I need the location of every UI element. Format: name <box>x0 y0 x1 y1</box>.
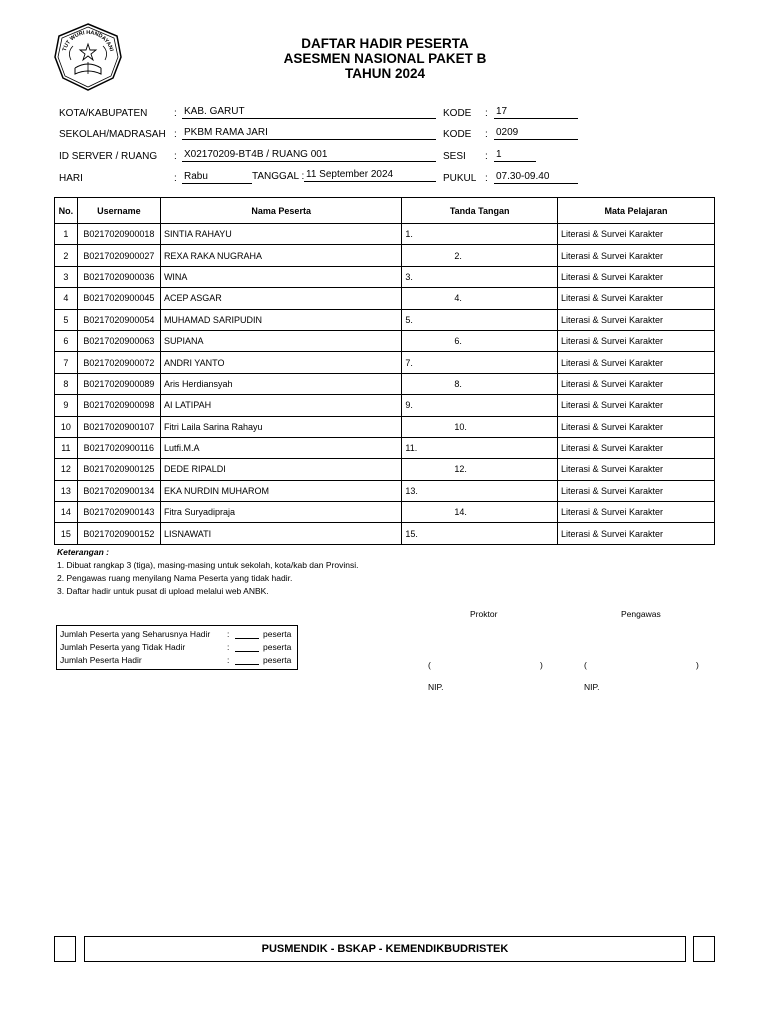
proktor-nip: NIP. <box>428 682 444 692</box>
row-no: 1 <box>55 224 78 245</box>
row-mata-pelajaran: Literasi & Survei Karakter <box>557 288 714 309</box>
row-mata-pelajaran: Literasi & Survei Karakter <box>557 245 714 266</box>
table-row <box>55 480 715 501</box>
row-tanda-tangan: 10. <box>402 416 558 437</box>
tanggal-label: TANGGAL : <box>252 171 305 182</box>
footer-left-box <box>54 936 76 962</box>
row-tanda-tangan: 13. <box>402 480 558 501</box>
logo-text: TUT WURI HANDAYANI <box>61 29 115 53</box>
row-mata-pelajaran: Literasi & Survei Karakter <box>557 330 714 351</box>
summary-row <box>57 628 297 641</box>
row-tanda-tangan: 14. <box>402 502 558 523</box>
row-username: B0217020900143 <box>77 502 160 523</box>
row-no: 9 <box>55 395 78 416</box>
row-nama-peserta: Fitra Suryadipraja <box>160 502 401 523</box>
pengawas-nip: NIP. <box>584 682 600 692</box>
sekolah-colon: : <box>174 129 177 140</box>
kode-1-label: KODE <box>443 108 472 119</box>
row-nama-peserta: SINTIA RAHAYU <box>160 224 401 245</box>
pengawas-close-paren: ) <box>696 660 699 670</box>
header-nama-peserta: Nama Peserta <box>160 198 401 224</box>
row-mata-pelajaran: Literasi & Survei Karakter <box>557 459 714 480</box>
row-mata-pelajaran: Literasi & Survei Karakter <box>557 224 714 245</box>
hari-colon: : <box>174 173 177 184</box>
note-item: 3. Daftar hadir untuk pusat di upload melalui web ANBK. <box>57 586 269 596</box>
footer-banner: PUSMENDIK - BSKAP - KEMENDIKBUDRISTEK <box>84 936 686 962</box>
row-no: 2 <box>55 245 78 266</box>
proktor-open-paren: ( <box>428 660 431 670</box>
kode-2-value: 0209 <box>494 127 578 140</box>
table-row <box>55 395 715 416</box>
row-username: B0217020900045 <box>77 288 160 309</box>
header-tanda-tangan: Tanda Tangan <box>402 198 558 224</box>
attendance-table <box>54 197 715 545</box>
summary-row <box>57 641 297 654</box>
summary-blank <box>235 628 259 639</box>
hari-value: Rabu <box>182 171 252 184</box>
kode-1-value: 17 <box>494 106 578 119</box>
row-no: 3 <box>55 266 78 287</box>
row-tanda-tangan: 3. <box>402 266 558 287</box>
notes-heading: Keterangan : <box>57 547 109 557</box>
footer-right-box <box>693 936 715 962</box>
summary-label: Jumlah Peserta yang Tidak Hadir <box>60 642 186 652</box>
summary-label: Jumlah Peserta yang Seharusnya Hadir <box>60 629 211 639</box>
table-row <box>55 352 715 373</box>
notes-section <box>57 546 358 598</box>
row-mata-pelajaran: Literasi & Survei Karakter <box>557 395 714 416</box>
summary-unit: peserta <box>263 642 292 652</box>
row-tanda-tangan: 2. <box>402 245 558 266</box>
row-nama-peserta: ANDRI YANTO <box>160 352 401 373</box>
pukul-colon: : <box>485 173 488 184</box>
row-no: 8 <box>55 373 78 394</box>
row-tanda-tangan: 6. <box>402 330 558 351</box>
row-tanda-tangan: 12. <box>402 459 558 480</box>
table-row <box>55 245 715 266</box>
proktor-label: Proktor <box>470 609 498 619</box>
sesi-label: SESI <box>443 151 466 162</box>
title-line-1: DAFTAR HADIR PESERTA <box>301 36 469 51</box>
summary-label: Jumlah Peserta Hadir <box>60 655 142 665</box>
summary-unit: peserta <box>263 655 292 665</box>
row-mata-pelajaran: Literasi & Survei Karakter <box>557 523 714 544</box>
kota-colon: : <box>174 108 177 119</box>
summary-colon: : <box>227 642 230 652</box>
row-tanda-tangan: 4. <box>402 288 558 309</box>
row-no: 11 <box>55 437 78 458</box>
table-row <box>55 330 715 351</box>
summary-box <box>56 625 298 670</box>
table-row <box>55 437 715 458</box>
sesi-colon: : <box>485 151 488 162</box>
row-mata-pelajaran: Literasi & Survei Karakter <box>557 373 714 394</box>
row-nama-peserta: Aris Herdiansyah <box>160 373 401 394</box>
summary-colon: : <box>227 629 230 639</box>
title-line-3: TAHUN 2024 <box>344 66 426 81</box>
row-mata-pelajaran: Literasi & Survei Karakter <box>557 437 714 458</box>
table-row <box>55 224 715 245</box>
summary-unit: peserta <box>263 629 292 639</box>
row-username: B0217020900036 <box>77 266 160 287</box>
row-no: 7 <box>55 352 78 373</box>
row-mata-pelajaran: Literasi & Survei Karakter <box>557 502 714 523</box>
row-username: B0217020900089 <box>77 373 160 394</box>
row-no: 13 <box>55 480 78 501</box>
row-nama-peserta: AI LATIPAH <box>160 395 401 416</box>
pukul-label: PUKUL <box>443 173 477 184</box>
row-username: B0217020900134 <box>77 480 160 501</box>
server-value: X02170209-BT4B / RUANG 001 <box>182 149 436 162</box>
row-nama-peserta: LISNAWATI <box>160 523 401 544</box>
row-nama-peserta: Fitri Laila Sarina Rahayu <box>160 416 401 437</box>
table-row <box>55 288 715 309</box>
row-username: B0217020900152 <box>77 523 160 544</box>
summary-blank <box>235 654 259 665</box>
row-nama-peserta: Lutfi.M.A <box>160 437 401 458</box>
row-no: 14 <box>55 502 78 523</box>
row-nama-peserta: DEDE RIPALDI <box>160 459 401 480</box>
table-header-row <box>55 198 715 224</box>
summary-row <box>57 654 297 667</box>
row-username: B0217020900063 <box>77 330 160 351</box>
row-tanda-tangan: 5. <box>402 309 558 330</box>
row-no: 5 <box>55 309 78 330</box>
row-tanda-tangan: 8. <box>402 373 558 394</box>
note-item: 2. Pengawas ruang menyilang Nama Peserta yang tidak hadir. <box>57 573 293 583</box>
pukul-value: 07.30-09.40 <box>494 171 578 184</box>
header-no: No. <box>55 198 78 224</box>
row-nama-peserta: ACEP ASGAR <box>160 288 401 309</box>
row-nama-peserta: EKA NURDIN MUHAROM <box>160 480 401 501</box>
row-tanda-tangan: 9. <box>402 395 558 416</box>
row-nama-peserta: WINA <box>160 266 401 287</box>
header-username: Username <box>77 198 160 224</box>
server-label: ID SERVER / RUANG <box>59 151 158 162</box>
row-no: 15 <box>55 523 78 544</box>
row-no: 10 <box>55 416 78 437</box>
row-mata-pelajaran: Literasi & Survei Karakter <box>557 480 714 501</box>
kota-value: KAB. GARUT <box>182 106 436 119</box>
row-tanda-tangan: 1. <box>402 224 558 245</box>
row-tanda-tangan: 11. <box>402 437 558 458</box>
kode-2-label: KODE <box>443 129 472 140</box>
title-line-2: ASESMEN NASIONAL PAKET B <box>283 51 487 66</box>
row-no: 6 <box>55 330 78 351</box>
hari-label: HARI <box>59 173 83 184</box>
table-row <box>55 459 715 480</box>
svg-text:TUT WURI HANDAYANI <box>62 30 115 53</box>
row-username: B0217020900018 <box>77 224 160 245</box>
row-no: 12 <box>55 459 78 480</box>
tanggal-value: 11 September 2024 <box>304 169 436 182</box>
kode-2-colon: : <box>485 129 488 140</box>
row-username: B0217020900116 <box>77 437 160 458</box>
table-row <box>55 523 715 544</box>
row-username: B0217020900107 <box>77 416 160 437</box>
row-username: B0217020900098 <box>77 395 160 416</box>
table-row <box>55 373 715 394</box>
sesi-value: 1 <box>494 149 536 162</box>
row-nama-peserta: MUHAMAD SARIPUDIN <box>160 309 401 330</box>
row-mata-pelajaran: Literasi & Survei Karakter <box>557 416 714 437</box>
note-item: 1. Dibuat rangkap 3 (tiga), masing-masing untuk sekolah, kota/kab dan Provinsi. <box>57 560 359 570</box>
sekolah-value: PKBM RAMA JARI <box>182 127 436 140</box>
sekolah-label: SEKOLAH/MADRASAH <box>59 129 166 140</box>
row-mata-pelajaran: Literasi & Survei Karakter <box>557 266 714 287</box>
pengawas-open-paren: ( <box>584 660 587 670</box>
row-no: 4 <box>55 288 78 309</box>
row-tanda-tangan: 15. <box>402 523 558 544</box>
summary-blank <box>235 641 259 652</box>
kota-label: KOTA/KABUPATEN <box>59 108 148 119</box>
row-tanda-tangan: 7. <box>402 352 558 373</box>
table-row <box>55 266 715 287</box>
summary-colon: : <box>227 655 230 665</box>
table-row <box>55 309 715 330</box>
table-row <box>55 502 715 523</box>
row-username: B0217020900054 <box>77 309 160 330</box>
row-nama-peserta: SUPIANA <box>160 330 401 351</box>
server-colon: : <box>174 151 177 162</box>
row-username: B0217020900027 <box>77 245 160 266</box>
header-mata-pelajaran: Mata Pelajaran <box>557 198 714 224</box>
table-row <box>55 416 715 437</box>
row-username: B0217020900125 <box>77 459 160 480</box>
row-mata-pelajaran: Literasi & Survei Karakter <box>557 352 714 373</box>
tut-wuri-handayani-logo <box>53 22 123 92</box>
row-mata-pelajaran: Literasi & Survei Karakter <box>557 309 714 330</box>
row-username: B0217020900072 <box>77 352 160 373</box>
pengawas-label: Pengawas <box>621 609 661 619</box>
proktor-close-paren: ) <box>540 660 543 670</box>
kode-1-colon: : <box>485 108 488 119</box>
row-nama-peserta: REXA RAKA NUGRAHA <box>160 245 401 266</box>
